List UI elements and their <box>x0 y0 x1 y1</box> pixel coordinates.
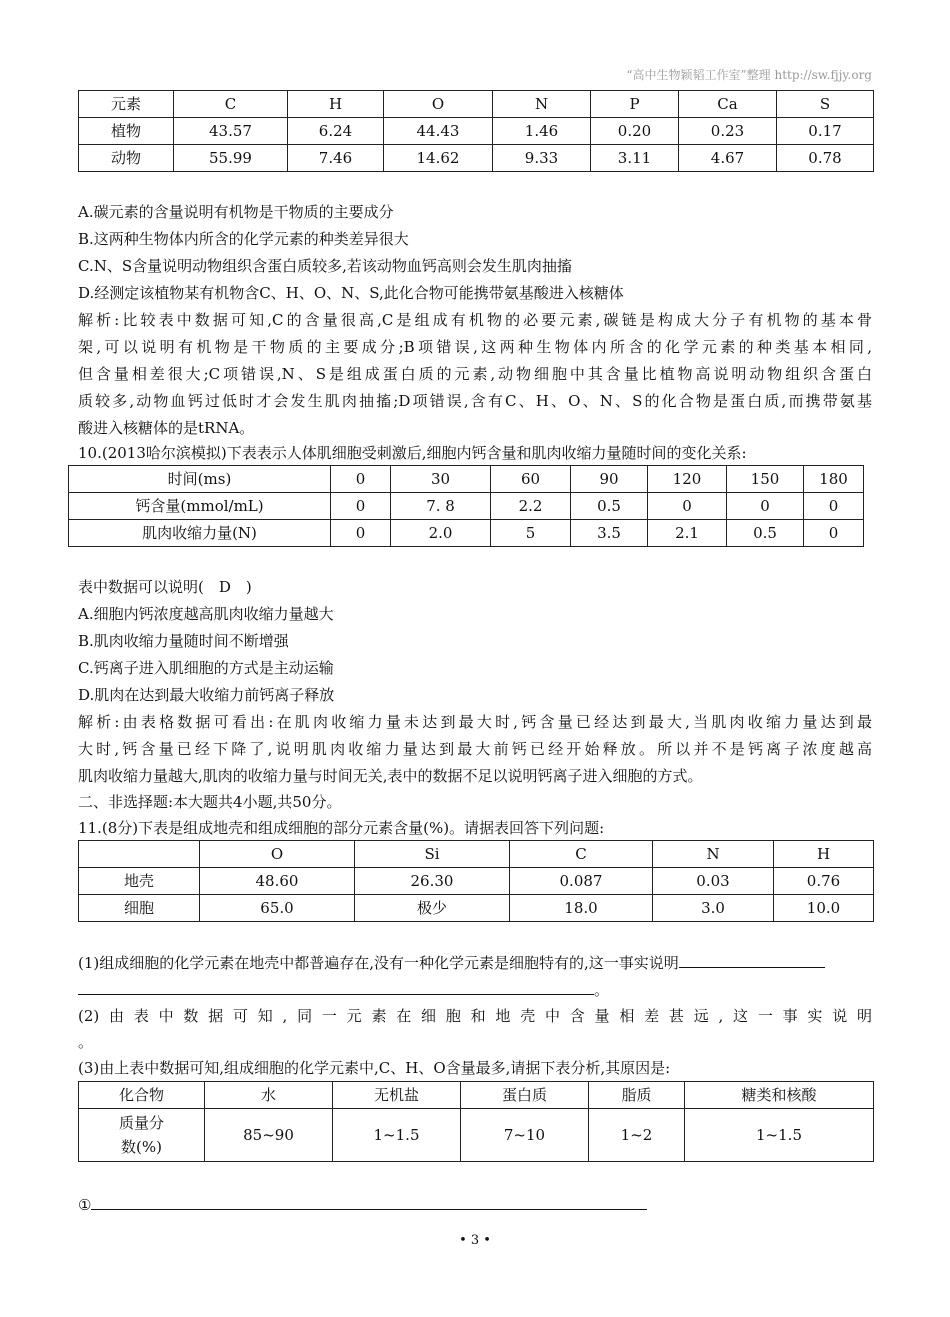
answer-blank[interactable] <box>679 953 825 968</box>
table-row <box>79 841 874 868</box>
analysis-line: 解析:由表格数据可看出:在肌肉收缩力量未达到最大时,钙含量已经达到最大,当肌肉收缩力量达到最 <box>78 713 872 731</box>
table-row <box>69 520 864 547</box>
table-cell: 1~1.5 <box>333 1109 461 1162</box>
question-part-2: (2)由表中数据可知,同一元素在细胞和地壳中含量相差甚远,这一事实说明 <box>78 1007 872 1025</box>
option-d: D.肌肉在达到最大收缩力前钙离子释放 <box>78 686 335 704</box>
table-cell: 120 <box>648 466 727 493</box>
table-cell: 7. 8 <box>391 493 491 520</box>
table-cell: 18.0 <box>510 895 653 922</box>
analysis-line: 解析:比较表中数据可知,C的含量很高,C是组成有机物的必要元素,碳链是构成大分子有机物的基本骨 <box>78 311 872 329</box>
table-cell: 动物 <box>79 145 174 172</box>
table-cell: O <box>200 841 355 868</box>
question-stem: 11.(8分)下表是组成地壳和组成细胞的部分元素含量(%)。请据表回答下列问题: <box>78 819 605 837</box>
table-cell <box>79 1109 205 1162</box>
table-cell: N <box>493 91 591 118</box>
table-row <box>69 466 864 493</box>
table-cell: 时间(ms) <box>69 466 331 493</box>
table-cell: 0.5 <box>571 493 648 520</box>
answer-blank[interactable] <box>78 980 594 995</box>
table-cell: 3.0 <box>653 895 774 922</box>
period-mark: 。 <box>594 981 610 999</box>
table-cell: 0.23 <box>679 118 777 145</box>
table-cell: 元素 <box>79 91 174 118</box>
option-b: B.这两种生物体内所含的化学元素的种类差异很大 <box>78 230 409 248</box>
table-cell: 2.1 <box>648 520 727 547</box>
table-cell: 10.0 <box>774 895 874 922</box>
option-c: C.钙离子进入肌细胞的方式是主动运输 <box>78 659 334 677</box>
table-cell: 6.24 <box>288 118 384 145</box>
table-cell: 48.60 <box>200 868 355 895</box>
table-cell: 细胞 <box>79 895 200 922</box>
analysis-line: 质较多,动物血钙过低时才会发生肌肉抽搐;D项错误,含有C、H、O、N、S的化合物是蛋白质,而携带氨基 <box>78 392 872 410</box>
answer-line-1 <box>78 1195 647 1215</box>
option-d: D.经测定该植物某有机物含C、H、O、N、S,此化合物可能携带氨基酸进入核糖体 <box>78 284 624 302</box>
table-cell: P <box>591 91 679 118</box>
table-cell: 化合物 <box>79 1082 205 1109</box>
table-cell: H <box>288 91 384 118</box>
table-cell: 60 <box>491 466 571 493</box>
analysis-line: 架,可以说明有机物是干物质的主要成分;B项错误,这两种生物体内所含的化学元素的种类基本相同, <box>78 338 872 356</box>
table-row <box>79 1109 874 1162</box>
table-cell: 1~2 <box>589 1109 685 1162</box>
table-cell: 0.17 <box>777 118 874 145</box>
analysis-line: 但含量相差很大;C项错误,N、S是组成蛋白质的元素,动物细胞中其含量比植物高说明动物组织含蛋白 <box>78 365 872 383</box>
table-cell: 地壳 <box>79 868 200 895</box>
page-header: “高中生物颖韬工作室”整理 http://sw.fjjy.org <box>626 68 872 82</box>
analysis-line: 酸进入核糖体的是tRNA。 <box>78 419 255 437</box>
element-content-table <box>78 840 874 922</box>
table-cell: C <box>510 841 653 868</box>
table-cell: 0.20 <box>591 118 679 145</box>
table-cell: 65.0 <box>200 895 355 922</box>
table-cell: 0.76 <box>774 868 874 895</box>
table-cell: 水 <box>205 1082 333 1109</box>
option-a: A.细胞内钙浓度越高肌肉收缩力量越大 <box>78 605 334 623</box>
table-cell: H <box>774 841 874 868</box>
table-cell: Si <box>355 841 510 868</box>
element-table <box>78 90 874 172</box>
table-cell: 0 <box>331 520 391 547</box>
table-row <box>79 145 874 172</box>
calcium-table <box>68 465 864 547</box>
table-cell: 极少 <box>355 895 510 922</box>
analysis-line: 肌肉收缩力量越大,肌肉的收缩力量与时间无关,表中的数据不足以说明钙离子进入细胞的方式。 <box>78 767 703 785</box>
table-cell: 0 <box>331 466 391 493</box>
table-cell: 14.62 <box>384 145 493 172</box>
table-cell: S <box>777 91 874 118</box>
table-cell: 85~90 <box>205 1109 333 1162</box>
row-label-line: 数(%) <box>121 1138 162 1156</box>
option-a: A.碳元素的含量说明有机物是干物质的主要成分 <box>78 203 394 221</box>
answer-blank[interactable] <box>91 1195 647 1210</box>
table-cell: 0 <box>727 493 804 520</box>
table-row <box>79 91 874 118</box>
table-cell: N <box>653 841 774 868</box>
table-cell: 26.30 <box>355 868 510 895</box>
table-cell: 0.78 <box>777 145 874 172</box>
table-cell: C <box>174 91 288 118</box>
analysis-line: 大时,钙含量已经下降了,说明肌肉收缩力量达到最大前钙已经开始释放。所以并不是钙离子浓度越高 <box>78 740 872 758</box>
table-cell: 55.99 <box>174 145 288 172</box>
table-row <box>69 493 864 520</box>
table-cell: 3.11 <box>591 145 679 172</box>
table-cell: 30 <box>391 466 491 493</box>
table-row <box>79 895 874 922</box>
table-cell: 5 <box>491 520 571 547</box>
part-1-text: (1)组成细胞的化学元素在地壳中都普遍存在,没有一种化学元素是细胞特有的,这一事实说明 <box>78 954 679 972</box>
table-cell: 4.67 <box>679 145 777 172</box>
question-part-3: (3)由上表中数据可知,组成细胞的化学元素中,C、H、O含量最多,请据下表分析,其原因是: <box>78 1059 671 1077</box>
table-cell: 0.03 <box>653 868 774 895</box>
period-mark: 。 <box>78 1033 94 1051</box>
table-cell: 0 <box>648 493 727 520</box>
question-part-1-cont <box>78 980 609 1000</box>
table-cell: 1.46 <box>493 118 591 145</box>
table-cell: 0 <box>804 493 864 520</box>
table-cell: 植物 <box>79 118 174 145</box>
table-cell: 90 <box>571 466 648 493</box>
table-row <box>79 1082 874 1109</box>
table-cell: 7.46 <box>288 145 384 172</box>
table-row <box>79 868 874 895</box>
answer-marker: ① <box>78 1196 92 1214</box>
table-cell: 蛋白质 <box>461 1082 589 1109</box>
table-cell: 43.57 <box>174 118 288 145</box>
table-cell <box>79 841 200 868</box>
table-cell: 180 <box>804 466 864 493</box>
table-cell: 2.0 <box>391 520 491 547</box>
table-cell: 44.43 <box>384 118 493 145</box>
option-b: B.肌肉收缩力量随时间不断增强 <box>78 632 289 650</box>
table-cell: 150 <box>727 466 804 493</box>
table-cell: 糖类和核酸 <box>685 1082 874 1109</box>
question-part-1 <box>78 953 825 973</box>
question-prompt: 表中数据可以说明( D ) <box>78 578 252 596</box>
table-cell: Ca <box>679 91 777 118</box>
table-cell: 钙含量(mmol/mL) <box>69 493 331 520</box>
page-number: • 3 • <box>459 1233 491 1248</box>
table-cell: 7~10 <box>461 1109 589 1162</box>
table-cell: 脂质 <box>589 1082 685 1109</box>
table-cell: 3.5 <box>571 520 648 547</box>
table-cell: 1~1.5 <box>685 1109 874 1162</box>
table-cell: 0 <box>331 493 391 520</box>
option-c: C.N、S含量说明动物组织含蛋白质较多,若该动物血钙高则会发生肌肉抽搐 <box>78 257 572 275</box>
table-row <box>79 118 874 145</box>
table-cell: 2.2 <box>491 493 571 520</box>
row-label-line: 质量分 <box>118 1114 164 1132</box>
table-cell: 9.33 <box>493 145 591 172</box>
compound-table <box>78 1081 874 1162</box>
table-cell: 肌肉收缩力量(N) <box>69 520 331 547</box>
table-cell: 0.087 <box>510 868 653 895</box>
section-heading: 二、非选择题:本大题共4小题,共50分。 <box>78 793 342 811</box>
table-cell: 无机盐 <box>333 1082 461 1109</box>
question-stem: 10.(2013哈尔滨模拟)下表表示人体肌细胞受刺激后,细胞内钙含量和肌肉收缩力量随时间的变化关系: <box>78 444 747 462</box>
table-cell: 0.5 <box>727 520 804 547</box>
table-cell: O <box>384 91 493 118</box>
table-cell: 0 <box>804 520 864 547</box>
